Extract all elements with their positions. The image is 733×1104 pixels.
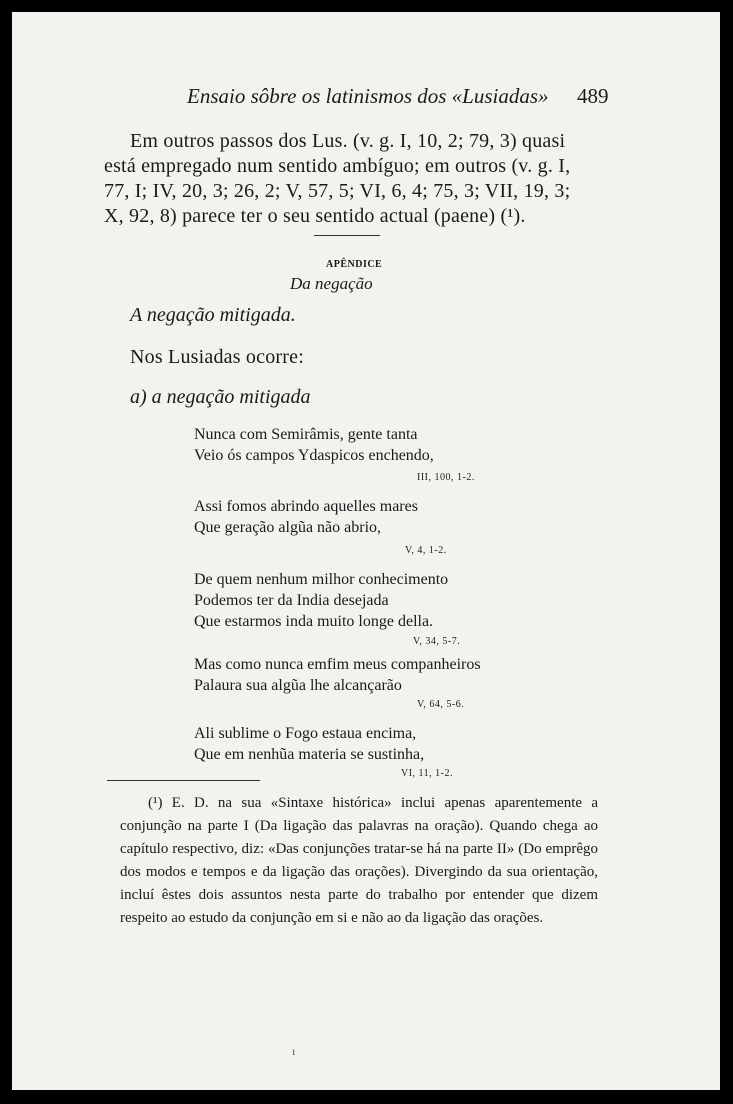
- intro-line-1: Em outros passos dos Lus. (v. g. I, 10, 2; 79, 3) quasi: [130, 130, 566, 152]
- section-title: A negação mitigada.: [130, 304, 296, 326]
- verse-line: Mas como nunca emfim meus companheiros: [194, 656, 481, 673]
- running-title: Ensaio sôbre os latinismos dos «Lusiadas»: [187, 84, 549, 108]
- verse-line: Que estarmos inda muito longe della.: [194, 613, 434, 630]
- appendix-label: APÊNDICE: [326, 259, 383, 270]
- verse-line: Ali sublime o Fogo estaua encima,: [194, 725, 417, 742]
- section-divider: [314, 235, 380, 236]
- verse-line: Que geração algũa não abrio,: [194, 519, 382, 536]
- verse-line: Veio ós campos Ydaspicos enchendo,: [194, 447, 434, 464]
- verse-line: Podemos ter da India desejada: [194, 592, 389, 609]
- verse-line: Palaura sua algũa lhe alcançarão: [194, 677, 402, 694]
- intro-line-3: 77, I; IV, 20, 3; 26, 2; V, 57, 5; VI, 6, 4; 75, 3; VII, 19, 3;: [104, 180, 571, 202]
- book-page: [12, 12, 720, 1090]
- footnote-rule: [107, 780, 260, 781]
- verse-reference: V, 64, 5-6.: [417, 699, 465, 710]
- verse-reference: V, 34, 5-7.: [413, 636, 461, 647]
- page-number: 489: [577, 84, 609, 108]
- item-a: a) a negação mitigada: [130, 386, 311, 408]
- occurs-line: Nos Lusiadas ocorre:: [130, 346, 304, 368]
- verse-line: Assi fomos abrindo aquelles mares: [194, 498, 418, 515]
- intro-line-2: está empregado num sentido ambíguo; em outros (v. g. I,: [104, 155, 571, 177]
- verse-line: Que em nenhũa materia se sustinha,: [194, 746, 425, 763]
- appendix-subtitle: Da negação: [290, 274, 373, 293]
- verse-reference: VI, 11, 1-2.: [401, 768, 454, 779]
- bottom-mark: ı: [292, 1044, 296, 1058]
- intro-line-4: X, 92, 8) parece ter o seu sentido actual (paene) (¹).: [104, 205, 526, 227]
- verse-line: De quem nenhum milhor conhecimento: [194, 571, 449, 588]
- footnote: [120, 792, 598, 930]
- verse-reference: III, 100, 1-2.: [417, 472, 475, 483]
- footnote-text: (¹) E. D. na sua «Sintaxe histórica» inclui apenas aparentemente a conjunção na parte I (Da ligação das palavras na oração). Quando chega ao capítulo respectivo, diz: «Das conjunções tratar-se há na parte II» (Do emprêgo dos modos e tempos e da ligação das orações). Divergindo da sua orientação, incluí êstes dois assuntos nesta parte do trabalho por entender que dizem respeito ao estudo da conjunção em si e não ao da ligação das orações.: [120, 795, 598, 926]
- verse-reference: V, 4, 1-2.: [405, 545, 447, 556]
- verse-line: Nunca com Semirâmis, gente tanta: [194, 426, 418, 443]
